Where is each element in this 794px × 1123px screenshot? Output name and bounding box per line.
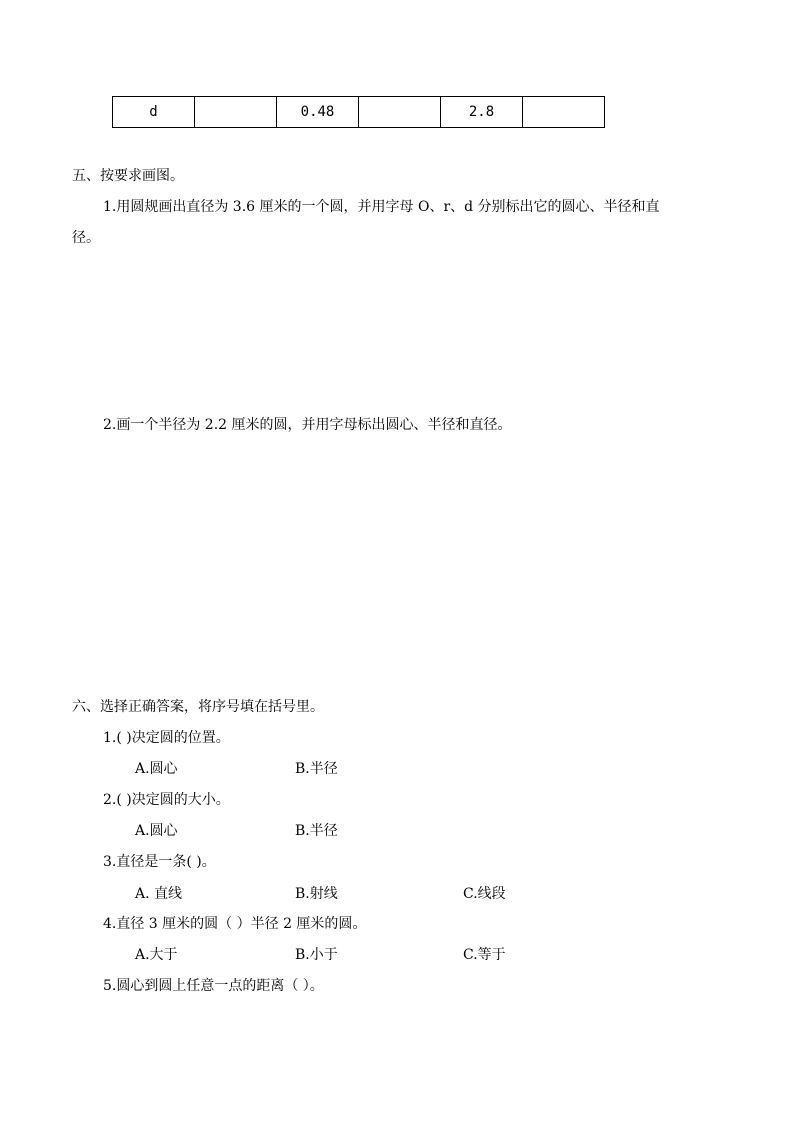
- section-6-heading: 六、选择正确答案，将序号填在括号里。: [72, 699, 324, 715]
- option-6-3-c: C.线段: [463, 886, 506, 902]
- table-cell-label: d: [113, 97, 195, 128]
- question-6-4: 4.直径 3 厘米的圆（ ）半径 2 厘米的圆。: [103, 916, 367, 932]
- option-6-3-a: A. 直线: [135, 886, 183, 902]
- table-cell: 0.48: [277, 97, 359, 128]
- table-cell-blank[interactable]: [523, 97, 605, 128]
- question-5-1-line1: 1.用圆规画出直径为 3.6 厘米的一个圆，并用字母 O、r、d 分别标出它的圆心、半径和直: [103, 199, 660, 215]
- option-6-2-a: A.圆心: [135, 823, 178, 839]
- option-6-2-b: B.半径: [295, 823, 338, 839]
- question-6-2: 2.( )决定圆的大小。: [103, 792, 230, 808]
- option-6-4-a: A.大于: [135, 947, 178, 963]
- table-cell-blank[interactable]: [195, 97, 277, 128]
- question-6-3: 3.直径是一条( )。: [103, 854, 216, 870]
- question-6-5: 5.圆心到圆上任意一点的距离（ ）。: [103, 978, 324, 994]
- option-6-1-a: A.圆心: [135, 761, 178, 777]
- table-row: [113, 97, 605, 128]
- option-6-4-b: B.小于: [295, 947, 338, 963]
- question-5-1-line2: 径。: [72, 230, 100, 246]
- option-6-4-c: C.等于: [463, 947, 506, 963]
- table-cell: 2.8: [441, 97, 523, 128]
- question-6-1: 1.( )决定圆的位置。: [103, 730, 230, 746]
- value-table: [112, 96, 605, 128]
- section-5-heading: 五、按要求画图。: [72, 168, 184, 184]
- table-cell-blank[interactable]: [359, 97, 441, 128]
- option-6-1-b: B.半径: [295, 761, 338, 777]
- option-6-3-b: B.射线: [295, 886, 338, 902]
- question-5-2: 2.画一个半径为 2.2 厘米的圆，并用字母标出圆心、半径和直径。: [103, 417, 512, 433]
